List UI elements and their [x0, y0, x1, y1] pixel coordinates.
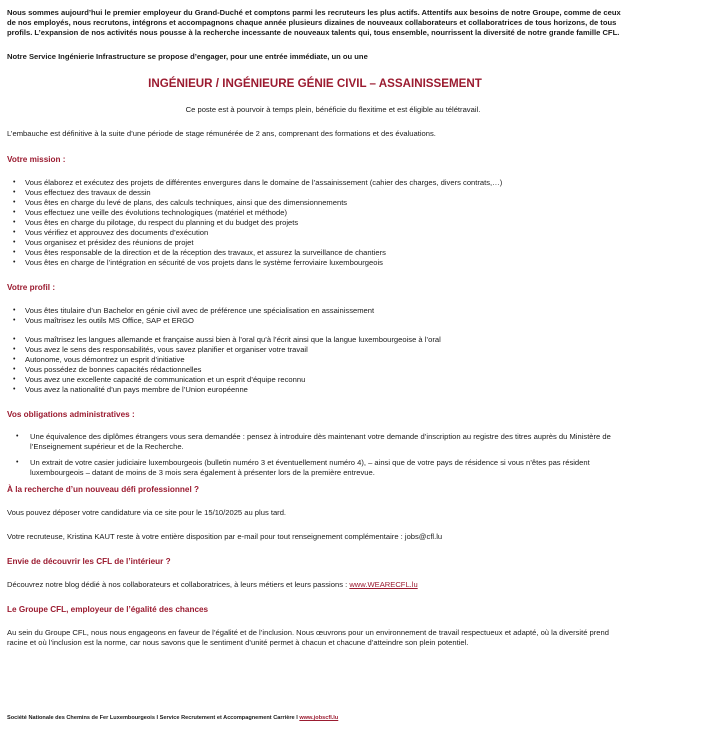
list-item: • Vous avez le sens des responsabilités, vous savez planifier et organiser votre travail: [7, 345, 719, 355]
list-item: • Vous êtes responsable de la direction et de la réception des travaux, et assurez la surveillance de chantiers: [7, 248, 719, 258]
mission-list: [7, 178, 719, 268]
footer-link[interactable]: www.jobscfl.lu: [299, 715, 339, 721]
mission-heading: Votre mission :: [7, 155, 66, 164]
list-item: • Vous avez la nationalité d’un pays membre de l’Union européenne: [7, 385, 719, 395]
discover-heading: Envie de découvrir les CFL de l’intérieur ?: [7, 557, 171, 566]
contact-text: Votre recruteuse, Kristina KAUT reste à votre entière disposition par e-mail pour tout renseignement complémentaire : jobs@cfl.lu: [7, 532, 443, 541]
list-item: • Une équivalence des diplômes étrangers vous sera demandée : pensez à introduire dès maintenant votre demande d’inscription au registre des titres auprès du Ministère de l’Enseignement supérieur et de la Recherche.: [7, 432, 630, 452]
hiring-note: L’embauche est définitive à la suite d’une période de stage rémunérée de 2 ans, comprenant des formations et des évaluations.: [7, 129, 436, 138]
job-title: INGÉNIEUR / INGÉNIEURE GÉNIE CIVIL – ASSAINISSEMENT: [148, 77, 482, 90]
equality-text: Au sein du Groupe CFL, nous nous engageons en faveur de l’égalité et de l’inclusion. Nous œuvrons pour un environnement de travail respectueux et adapté, où la diversité prend racine et où l’inclusion est la norme, car nous savons que le sentiment d’unité permet à chacun et chacune d’atteindre son plein potentiel.: [7, 628, 609, 647]
challenge-heading: À la recherche d’un nouveau défi professionnel ?: [7, 485, 199, 494]
footer-text: Société Nationale des Chemins de Fer Luxembourgeois I Service Recrutement et Accompagnement Carrière I: [7, 715, 300, 721]
discover-text: Découvrez notre blog dédié à nos collaborateurs et collaboratrices, à leurs métiers et leurs passions :: [7, 580, 350, 589]
list-item: • Vous maîtrisez les langues allemande et française aussi bien à l’oral qu’à l’écrit ainsi que la langue luxembourgeoise à l’oral: [7, 335, 719, 345]
footer: [7, 715, 338, 721]
list-item: • Vous organisez et présidez des réunions de projet: [7, 238, 719, 248]
deadline-text: Vous pouvez déposer votre candidature via ce site pour le 15/10/2025 au plus tard.: [7, 508, 287, 517]
list-item: • Vous effectuez une veille des évolutions technologiques (matériel et méthode): [7, 208, 719, 218]
intro-paragraph: Nous sommes aujourd’hui le premier employeur du Grand-Duché et comptons parmi les recruteurs les plus actifs. Attentifs aux besoins de notre Groupe, comme de ceux de nos employés, nous recrutons, intégrons et accompagnons chaque année plusieurs dizaines de nouveaux collaborateurs et collaboratrices de tous horizons, de tous profils. L’expansion de nos activités nous pousse à la recherche incessante de nouveaux talents qui, tous ensemble, nourrissent la diversité de notre grande famille CFL.: [7, 8, 621, 37]
obligations-list: [7, 432, 719, 478]
list-item: • Vous avez une excellente capacité de communication et un esprit d’équipe reconnu: [7, 375, 719, 385]
list-item: • Un extrait de votre casier judiciaire luxembourgeois (bulletin numéro 3 et éventuellement numéro 4), – ainsi que de votre pays de résidence si vous n’êtes pas résident luxembourgeois – datant de moins de 3 mois sera également à présenter lors de la première entrevue.: [7, 458, 630, 478]
lead-paragraph: Notre Service Ingénierie Infrastructure se propose d’engager, pour une entrée immédiate, un ou une: [7, 52, 368, 61]
list-item: • Vous effectuez des travaux de dessin: [7, 188, 719, 198]
list-item: • Vous êtes titulaire d’un Bachelor en génie civil avec de préférence une spécialisation en assainissement: [7, 306, 719, 316]
list-item: • Vous êtes en charge du levé de plans, des calculs techniques, ainsi que des dimensionnements: [7, 198, 719, 208]
profile-heading: Votre profil :: [7, 283, 56, 292]
equality-heading: Le Groupe CFL, employeur de l’égalité des chances: [7, 605, 209, 614]
list-item: • Vous vérifiez et approuvez des documents d’exécution: [7, 228, 719, 238]
profile-list-secondary: [7, 335, 719, 395]
discover-paragraph: [7, 580, 719, 590]
obligations-heading: Vos obligations administratives :: [7, 410, 135, 419]
list-item: • Vous possédez de bonnes capacités rédactionnelles: [7, 365, 719, 375]
blog-link[interactable]: www.WEARECFL.lu: [349, 580, 418, 589]
list-item: • Vous élaborez et exécutez des projets de différentes envergures dans le domaine de l’assainissement (cahier des charges, divers contrats,…): [7, 178, 719, 188]
profile-list-primary: [7, 306, 719, 326]
list-item: • Autonome, vous démontrez un esprit d’initiative: [7, 355, 719, 365]
position-note: Ce poste est à pourvoir à temps plein, bénéficie du flexitime et est éligible au télétravail.: [185, 105, 481, 114]
list-item: • Vous êtes en charge du pilotage, du respect du planning et du budget des projets: [7, 218, 719, 228]
list-item: • Vous maîtrisez les outils MS Office, SAP et ERGO: [7, 316, 719, 326]
list-item: • Vous êtes en charge de l’intégration en sécurité de vos projets dans le système ferroviaire luxembourgeois: [7, 258, 719, 268]
